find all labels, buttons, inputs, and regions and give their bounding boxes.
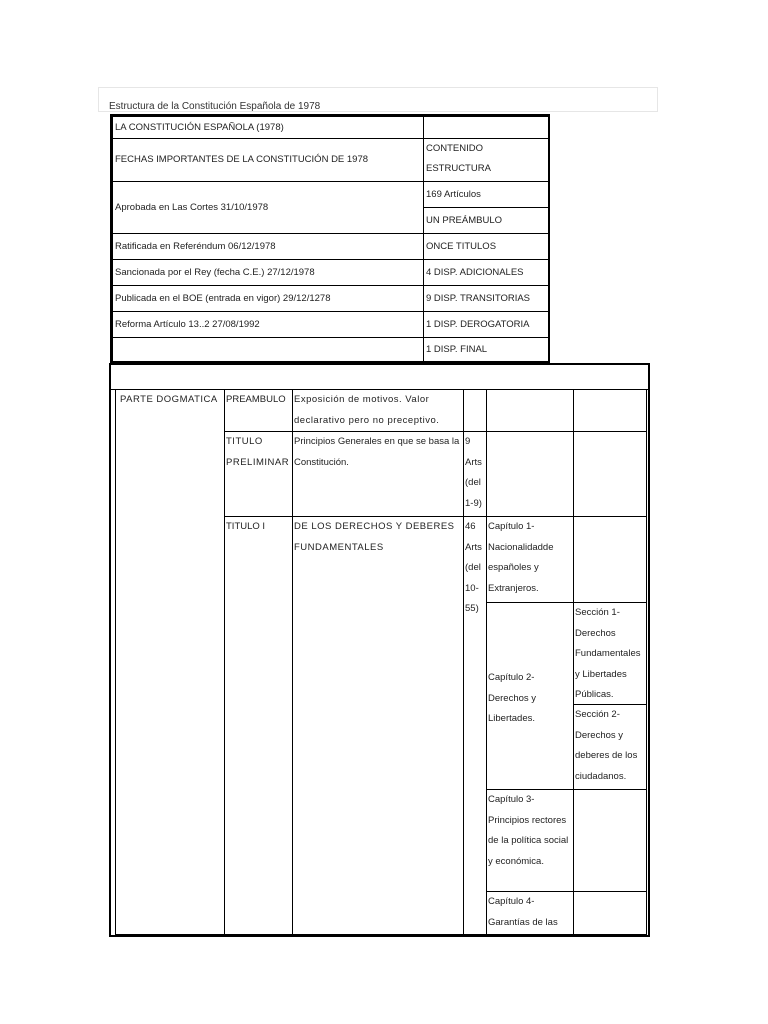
t1-r3-right-a: 169 Artículos [423,181,550,208]
t2-titulo1-title: TITULO I [224,516,293,935]
t1-r6-right: 9 DISP. TRANSITORIAS [423,285,550,312]
t2-preliminar-empty2 [573,431,647,517]
t2-preliminar-desc: Principios Generales en que se basa la Constitución. [292,431,464,517]
t1-r8-left [112,337,424,362]
t2-capitulo4: Capítulo 4- Garantías de las [486,891,574,935]
t2-capitulo3: Capítulo 3- Principios rectores de la política social y económica. [486,789,574,892]
t2-header-band [111,365,648,390]
t2-seccion2: Sección 2- Derechos y deberes de los ciudadanos. [573,704,647,790]
t2-preambulo-empty2 [573,389,647,432]
constitution-dates-table [110,114,550,364]
t1-r5-right: 4 DISP. ADICIONALES [423,259,550,286]
t2-preambulo-title: PREAMBULO [224,389,293,432]
t1-r2-left: FECHAS IMPORTANTES DE LA CONSTITUCIÓN DE 1978 [112,138,424,182]
t2-capitulo1: Capítulo 1- Nacionalidadde españoles y Extranjeros. [486,516,574,603]
document-title-box [98,87,658,112]
t2-preambulo-empty1 [486,389,574,432]
t2-preliminar-arts: 9 Arts (del 1-9) [463,431,487,517]
t1-r5-left: Sancionada por el Rey (fecha C.E.) 27/12/1978 [112,259,424,286]
t2-preliminar-title: TITULO PRELIMINAR [224,431,293,517]
t1-r1-left: LA CONSTITUCIÓN ESPAÑOLA (1978) [112,116,424,139]
t2-parte-cell [115,389,225,935]
t2-capitulo3-empty [573,789,647,892]
t1-r1-right [423,116,550,139]
constitution-structure-table [109,363,650,937]
t2-preambulo-arts [463,389,487,432]
t2-titulo1-arts: 46 Arts (del 10-55) [463,516,487,935]
t1-r7-right: 1 DISP. DEROGATORIA [423,311,550,338]
t2-capitulo2: Capítulo 2- Derechos y Libertades. [486,602,574,790]
t1-r3-left: Aprobada en Las Cortes 31/10/1978 [112,181,424,234]
t2-preliminar-empty1 [486,431,574,517]
t1-r8-right: 1 DISP. FINAL [423,337,550,362]
t2-capitulo1-empty [573,516,647,603]
t1-r4-left: Ratificada en Referéndum 06/12/1978 [112,233,424,260]
t2-titulo1-desc: DE LOS DERECHOS Y DEBERES FUNDAMENTALES [292,516,464,935]
t1-r2-right [423,138,550,182]
t1-r6-left: Publicada en el BOE (entrada en vigor) 29/12/1278 [112,285,424,312]
t2-preambulo-desc: Exposición de motivos. Valor declarativo pero no preceptivo. [292,389,464,432]
t2-capitulo4-empty [573,891,647,935]
document-title: Estructura de la Constitución Española de 1978 [109,101,321,112]
t1-r4-right: ONCE TITULOS [423,233,550,260]
t1-r2-right-line1: CONTENIDO [426,143,483,154]
t1-r7-left: Reforma Artículo 13..2 27/08/1992 [112,311,424,338]
t2-seccion1: Sección 1- Derechos Fundamentales y Libertades Públicas. [573,602,647,705]
t1-r3-right-b: UN PREÁMBULO [423,207,550,234]
t2-parte-label: PARTE DOGMATICA [120,394,218,405]
t1-r2-right-line2: ESTRUCTURA [426,163,491,174]
